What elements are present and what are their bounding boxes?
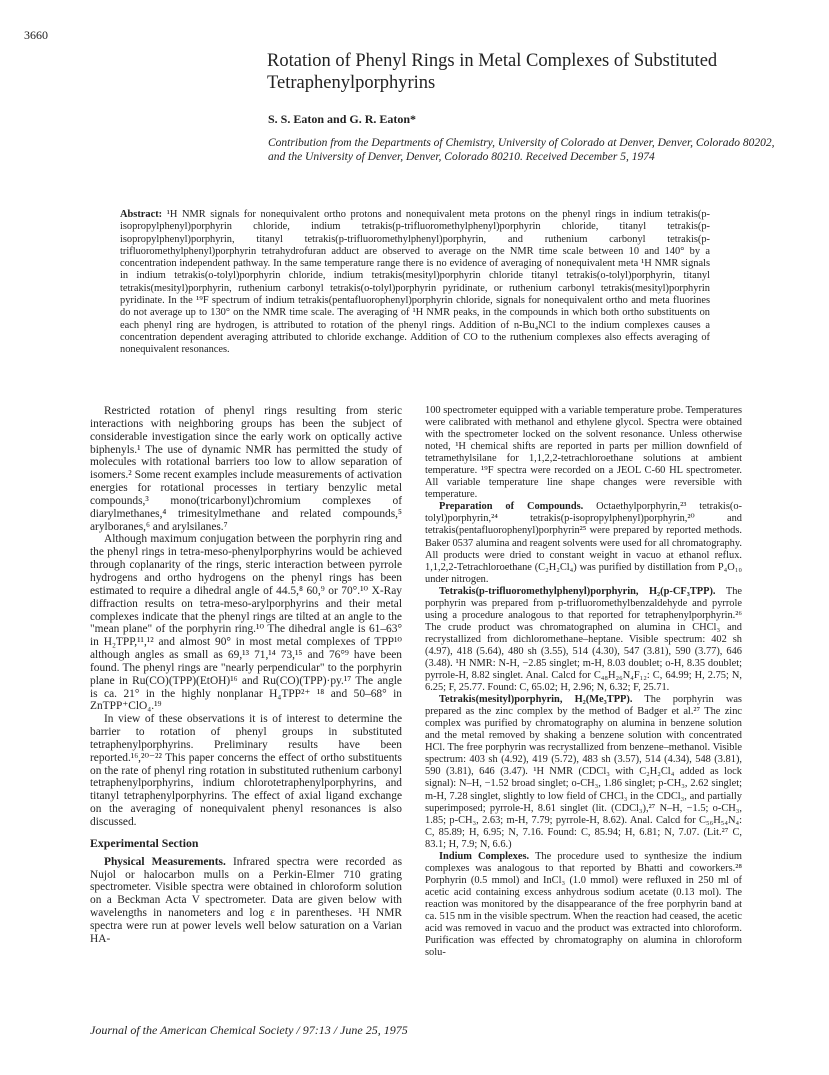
journal-footer: Journal of the American Chemical Society / 97:13 / June 25, 1975 [90, 1023, 408, 1037]
run-in-heading: Tetrakis(mesityl)porphyrin, H₂(Me₃TPP). [439, 694, 633, 706]
article-title: Rotation of Phenyl Rings in Metal Complexes of Substituted Tetraphenylporphyrins [267, 51, 718, 93]
paragraph: In view of these observations it is of interest to determine the barrier to rotation of phenyl groups in substituted tetraphenylporphyrins. Preliminary results have been reported.¹⁶,²⁰⁻²² This paper concerns the effect of ortho substituents on the rate of phenyl ring rotation in substituted ruthenium carbonyl tetraphenylporphyrins, indium chlorotetraphenylporphyrins, and titanyl tetraphenylporphyrins. The effect of axial ligand exchange on the averaging of nonequivalent phenyl resonances is also discussed. [90, 713, 402, 828]
paragraph-text: Octaethylporphyrin,²³ tetrakis(o-tolyl)porphyrin,²⁴ tetrakis(p-isopropylphenyl)porphyrin,²⁰ and tetrakis(pentafluorophenyl)porphyrin²⁵ were prepared by reported methods. Baker 0537 alumina and reagent solvents were used for all chromatography. All products were dried to constant weight in vacuo at ethanol reflux. 1,1,2,2-Tetrachloroethane (C₂H₂Cl₄) was purified by distillation from P₄O₁₀ under nitrogen. [425, 501, 742, 585]
paragraph [425, 851, 742, 959]
paragraph: Although maximum conjugation between the porphyrin ring and the phenyl rings in tetra-meso-phenylporphyrins would be achieved through coplanarity of the rings, steric interaction between pyrrole hydrogens and ortho hydrogens on the phenyl rings has been estimated to require a dihedral angle of 44.5,⁸ 60,⁹ or 70°.¹⁰ X-Ray diffraction results on tetra-meso-arylporphyrins and their metal complexes indicate that the phenyl rings are tilted at an angle to the "mean plane" of the porphyrin ring.¹⁰ The dihedral angle is 61–63° in H₂TPP,¹¹,¹² and almost 90° in most metal complexes of TPP¹⁰ although angles as small as 69,¹³ 71,¹⁴ 73,¹⁵ and 76°⁹ have been found. The phenyl rings are "nearly perpendicular" to the porphyrin plane in Ru(CO)(TPP)(EtOH)¹⁶ and Ru(CO)(TPP)·py.¹⁷ The angle is ca. 21° in the highly nonplanar H₄TPP²⁺ ¹⁸ and 50–68° in ZnTPP⁺ClO₄.¹⁹ [90, 533, 402, 713]
paragraph [425, 694, 742, 851]
abstract-text: ¹H NMR signals for nonequivalent ortho protons and nonequivalent meta protons on the phenyl rings in indium tetrakis(p-isopropylphenyl)porphyrin chloride, indium tetrakis(p-trifluoromethylphenyl)porphyrin chloride, titanyl tetrakis(p-isopropylphenyl)porphyrin, titanyl tetrakis(p-trifluoromethylphenyl)porphyrin, and ruthenium carbonyl tetrakis(p-trifluoromethylphenyl)porphyrin tetrahydrofuran adduct are observed to average on the NMR time scale between 10 and 140° by a concentration independent pathway. In the same temperature range there is no evidence of averaging of nonequivalent meta ¹H NMR signals in indium tetrakis(o-tolyl)porphyrin chloride, indium tetrakis(mesityl)porphyrin chloride titanyl tetrakis(o-tolyl)porphyrin, titanyl tetrakis(mesityl)porphyrin, ruthenium carbonyl tetrakis(o-tolyl)porphyrin pyridinate, or ruthenium carbonyl tetrakis(mesityl)porphyrin pyridinate. In the ¹⁹F spectrum of indium tetrakis(pentafluorophenyl)porphyrin chloride, signals for nonequivalent ortho and meta fluorines do not average up to 130° on the NMR time scale. The averaging of ¹H NMR peaks, in the compounds in which both ortho substituents on each phenyl ring are hydrogen, is attributed to rotation of the phenyl rings. Addition of n-Bu₄NCl to the indium complexes causes a concentration dependent averaging attributed to chloride exchange. Addition of CO to the ruthenium complexes also effects averaging of nonequivalent resonances. [120, 209, 711, 356]
authors: S. S. Eaton and G. R. Eaton* [268, 112, 417, 126]
paragraph-text: Infrared spectra were recorded as Nujol or halocarbon mulls on a Perkin-Elmer 710 grating spectrometer. Visible spectra were obtained in chloroform solution on a Beckman Acta V spectrometer. Data are given below with wavelengths in nanometers and log ε in parentheses. ¹H NMR spectra were run at power levels well below saturation on a Varian HA- [90, 855, 402, 945]
paragraph [425, 586, 742, 694]
paragraph-text: The porphyrin was prepared from p-trifluoromethylbenzaldehyde and pyrrole using a procedure analogous to that reported for tetraphenylporphyrin.²⁶ The crude product was chromatographed on alumina in CHCl₃ and recrystallized from dichloromethane–heptane. Visible spectrum: 402 sh (4.97), 418 (5.64), 480 sh (3.55), 514 (4.30), 547 (3.81), 590 (3.77), 646 (3.48). ¹H NMR: N-H, −2.85 singlet; m-H, 8.03 doublet; o-H, 8.35 doublet; pyrrole-H, 8.82 singlet. Anal. Calcd for C₄₈H₂₆N₄F₁₂: C, 64.99; H, 2.75; N, 6.25; F, 25.77. Found: C, 65.02; H, 2.96; N, 6.32; F, 25.71. [425, 585, 742, 694]
paragraph: Restricted rotation of phenyl rings resulting from steric interactions with neighboring groups has been the subject of considerable investigation since the early work on optically active biphenyls.¹ The use of dynamic NMR has permitted the study of molecules with rotational barriers too low to allow separation of isomers.² Some recent examples include measurements of activation energies for rotational processes in tertiary benzylic metal compounds,³ mono(tricarbonyl)chromium complexes of diarylmethanes,⁴ trimesitylmethane and related compounds,⁵ arylboranes,⁶ and arylsilanes.⁷ [90, 405, 402, 533]
paragraph-text: The porphyrin was prepared as the zinc complex by the method of Badger et al.²⁷ The zinc complex was purified by chromatography on alumina in benzene solution and the metal removed by shaking a benzene solution with concentrated HCl. The free porphyrin was recrystallized from benzene–methanol. Visible spectrum: 403 sh (4.92), 419 (5.72), 483 sh (3.57), 514 (4.34), 548 (3.81), 590 (3.81), 646 (3.47). ¹H NMR (CDCl₃ with C₂H₂Cl₄ added as lock signal): N–H, −1.52 broad singlet; o-CH₃, 1.86 singlet; p-CH₃, 2.62 singlet; m-H, 7.28 singlet, slightly to low field of CHCl₃ in the CDCl₃, and partially superimposed; pyrrole-H, 8.61 singlet (lit. (CDCl₃),²⁷ N–H, −1.5; o-CH₃, 1.85; p-CH₃, 2.63; m-H, 7.79; pyrrole-H, 8.62). Anal. Calcd for C₅₆H₅₄N₄: C, 85.89; H, 6.95; N, 7.16. Found: C, 85.94; H, 6.81; N, 7.07. (Lit.²⁷ C, 83.1; H, 7.9; N, 6.6.) [425, 694, 742, 850]
paragraph-text: The procedure used to synthesize the indium complexes was analogous to that reported by Bhatti and coworkers.²⁸ Porphyrin (0.5 mmol) and InCl₃ (1.0 mmol) were refluxed in 250 ml of acetic acid containing excess anhydrous sodium acetate (0.13 mol). The reaction was monitored by the disappearance of the free porphyrin band at ca. 515 nm in the visible spectrum. When the reaction had ceased, the acetic acid was removed in vacuo and the product was extracted into chloroform. Purification was effected by chromatography on alumina in chloroform solu- [425, 850, 742, 959]
section-heading: Experimental Section [90, 835, 199, 850]
paragraph [90, 856, 402, 946]
run-in-heading: Preparation of Compounds. [439, 501, 584, 513]
paragraph [425, 501, 742, 585]
abstract [120, 209, 710, 357]
run-in-heading: Indium Complexes. [439, 850, 530, 862]
left-column [90, 405, 402, 946]
run-in-heading: Tetrakis(p-trifluoromethylphenyl)porphyrin, H₂(p-CF₃TPP). [439, 585, 716, 597]
page-number: 3660 [24, 28, 48, 42]
run-in-heading: Physical Measurements. [104, 855, 226, 868]
affiliation: Contribution from the Departments of Chemistry, University of Colorado at Denver, Denver, Colorado 80202, and the University of Denver, Denver, Colorado 80210. Received December 5, 1974 [268, 137, 775, 164]
abstract-label: Abstract: [120, 209, 163, 220]
paragraph: 100 spectrometer equipped with a variable temperature probe. Temperatures were calibrated with methanol and ethylene glycol. Spectra were obtained with the spectrometer locked on the solvent resonance. Unless otherwise noted, ¹H chemical shifts are reported in parts per million downfield of tetramethylsilane for 1,1,2,2-tetrachloroethane solutions at ambient temperature. ¹⁹F spectra were recorded on a JEOL C-60 HL spectrometer. All variable temperature line shape changes were reversible with temperature. [425, 405, 742, 501]
right-column [425, 405, 742, 959]
